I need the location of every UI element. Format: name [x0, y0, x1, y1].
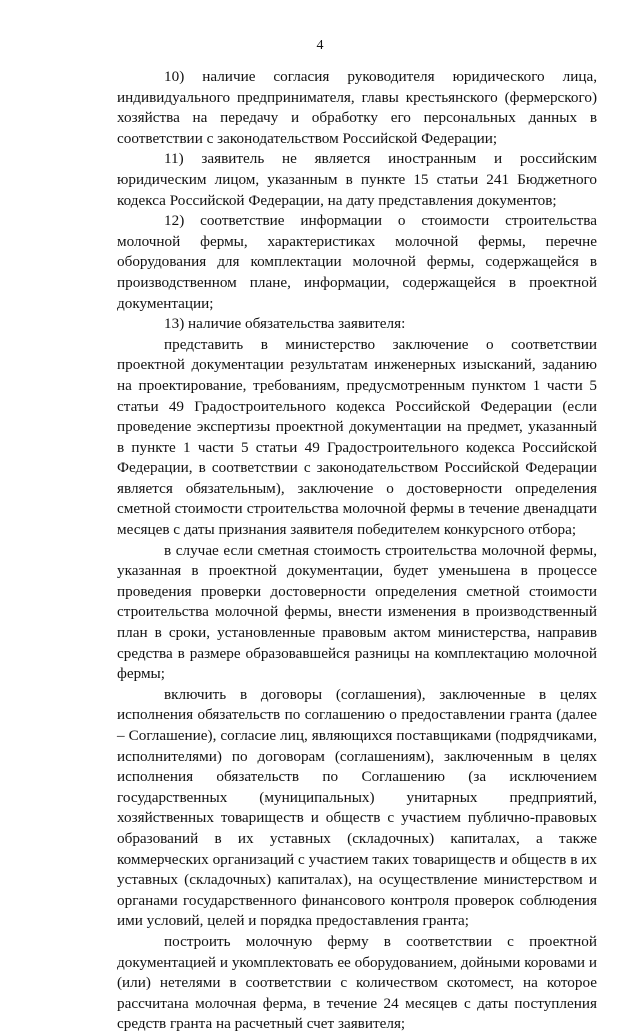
paragraph-obligation-construction: построить молочную ферму в соответствии с проектной документацией и укомплектовать ее оборудованием, дойными коровами и (или) нетелями в соответствии с количеством скотомест, на которое рассчитана молочная ферма, в течение 24 месяцев с даты поступления средств гранта на расчетный счет заявителя; — [117, 932, 597, 1033]
paragraph-obligation-expertise: представить в министерство заключение о соответствии проектной документации результатам инженерных изысканий, заданию на проектирование, требованиям, предусмотренным пунктом 1 части 5 статьи 49 Градостроительного кодекса Российской Федерации (если проведение экспертизы проектной документации на предмет, указанный в пункте 1 части 5 статьи 49 Градостроительного кодекса Российской Федерации, в соответствии с законодательством Российской Федерации является обязательным), заключение о достоверности определения сметной стоимости строительства молочной фермы в течение двенадцати месяцев с даты признания заявителя победителем конкурсного отбора; — [117, 335, 597, 539]
paragraph-item-11: 11) заявитель не является иностранным и российским юридическим лицом, указанным в пункте 15 статьи 241 Бюджетного кодекса Российской Федерации, на дату представления документов; — [117, 150, 597, 209]
paragraph-item-13: 13) наличие обязательства заявителя: — [164, 315, 406, 333]
paragraph-obligation-contracts: включить в договоры (соглашения), заключенные в целях исполнения обязательств по соглашению о предоставлении гранта (далее – Соглашение), согласие лиц, являющихся поставщиками (подрядчиками, исполнителями) по договорам (соглашениям), заключенным в целях исполнения обязательств по Соглашению (за исключением государственных (муниципальных) унитарных предприятий, хозяйственных товариществ и обществ с участием публично-правовых образований в их уставных (складочных) капиталах, а также коммерческих организаций с участием таких товариществ и обществ в их уставных (складочных) капиталах), на осуществление министерством и органами государственного финансового контроля проверок соблюдения ими условий, целей и порядка предоставления гранта; — [117, 685, 597, 930]
page-number: 4 — [316, 38, 324, 53]
paragraph-item-10: 10) наличие согласия руководителя юридического лица, индивидуального предпринимателя, главы крестьянского (фермерского) хозяйства на передачу и обработку его персональных данных в соответствии с законодательством Российской Федерации; — [117, 68, 597, 147]
paragraph-item-12: 12) соответствие информации о стоимости строительства молочной фермы, характеристиках молочной фермы, перечне оборудования для комплектации молочной фермы, содержащейся в производственном плане, информации, содержащейся в проектной документации; — [117, 212, 597, 312]
paragraph-obligation-cost-reduction: в случае если сметная стоимость строительства молочной фермы, указанная в проектной документации, будет уменьшена в процессе проведения проверки достоверности определения сметной стоимости строительства молочной фермы, внести изменения в производственный план в сроки, установленные правовым актом министерства, направив средства в размере образовавшейся разницы на комплектацию молочной фермы; — [117, 541, 597, 683]
document-body — [117, 67, 597, 1035]
